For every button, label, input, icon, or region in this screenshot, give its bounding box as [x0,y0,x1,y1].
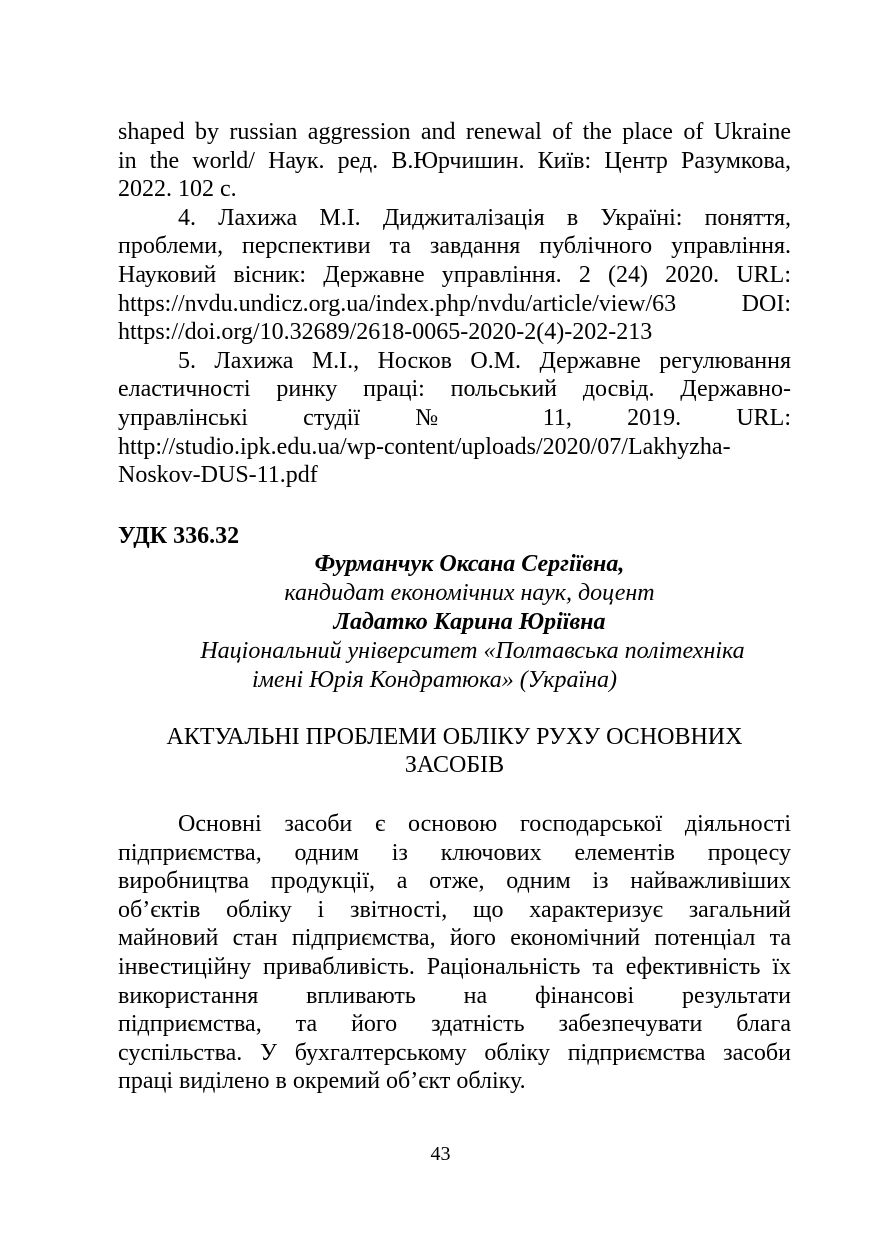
body-line: виробництва продукції, а отже, одним із найважливіших [118,868,791,895]
reference-line: in the world/ Наук. ред. В.Юрчишин. Київ: Центр Разумкова, [118,147,791,174]
reference-doi-link[interactable]: https://doi.org/10.32689/2618-0065-2020-2(4)-202-213 [118,319,653,346]
author-name: Ладатко Карина Юріївна [333,609,606,635]
authors-block [118,550,791,695]
reference-line: Науковий вісник: Державне управління. 2 (24) 2020. URL: [118,261,791,288]
body-line: підприємства, та його здатність забезпечувати блага [118,1011,791,1038]
reference-line: управлінські студії № 11, 2019. URL: [118,404,791,431]
article-body [118,810,791,1096]
article-title-line: АКТУАЛЬНІ ПРОБЛЕМИ ОБЛІКУ РУХУ ОСНОВНИХ [166,724,743,750]
reference-line: еластичності ринку праці: польський досвід. Державно- [118,376,791,403]
body-line: інвестиційну привабливість. Раціональність та ефективність їх [118,953,791,980]
page-number: 43 [430,1143,451,1165]
references-section [118,118,791,490]
article-title-line: ЗАСОБІВ [404,752,505,778]
body-line: використання впливають на фінансові результати [118,982,791,1009]
author-name: Фурманчук Оксана Сергіївна, [314,551,625,577]
body-line: Основні засоби є основою господарської діяльності [178,811,791,837]
reference-line: 2022. 102 с. [118,176,237,203]
reference-url-link[interactable]: http://studio.ipk.edu.ua/wp-content/uploads/2020/07/Lakhyzha- [118,433,731,460]
udk-code: УДК 336.32 [118,523,240,549]
body-line: підприємства, одним із ключових елементів процесу [118,839,791,866]
reference-item-5: 5. Лахижа М.І., Носков О.М. Державне регулювання [178,347,791,374]
author-degree: кандидат економічних наук, доцент [284,580,655,606]
body-line: майновий стан підприємства, його економічний потенціал та [118,925,791,952]
body-line: праці виділено в окремий об’єкт обліку. [118,1068,526,1095]
body-line: об’єктів обліку і звітності, що характеризує загальний [118,896,791,923]
affiliation: Національний університет «Полтавська політехніка [200,638,745,664]
reference-url-link[interactable]: Noskov-DUS-11.pdf [118,462,318,489]
reference-line: shaped by russian aggression and renewal of the place of Ukraine [118,119,791,145]
body-line: суспільства. У бухгалтерському обліку підприємства засоби [118,1039,791,1066]
reference-item-4: 4. Лахижа М.І. Диджиталізація в Україні: поняття, [178,204,791,231]
reference-line: проблеми, перспективи та завдання публічного управління. [118,233,791,260]
reference-url-link[interactable]: https://nvdu.undicz.org.ua/index.php/nvdu/article/view/63 DOI: [118,290,791,317]
article-title [118,723,791,779]
affiliation: імені Юрія Кондратюка» (Україна) [251,667,618,693]
